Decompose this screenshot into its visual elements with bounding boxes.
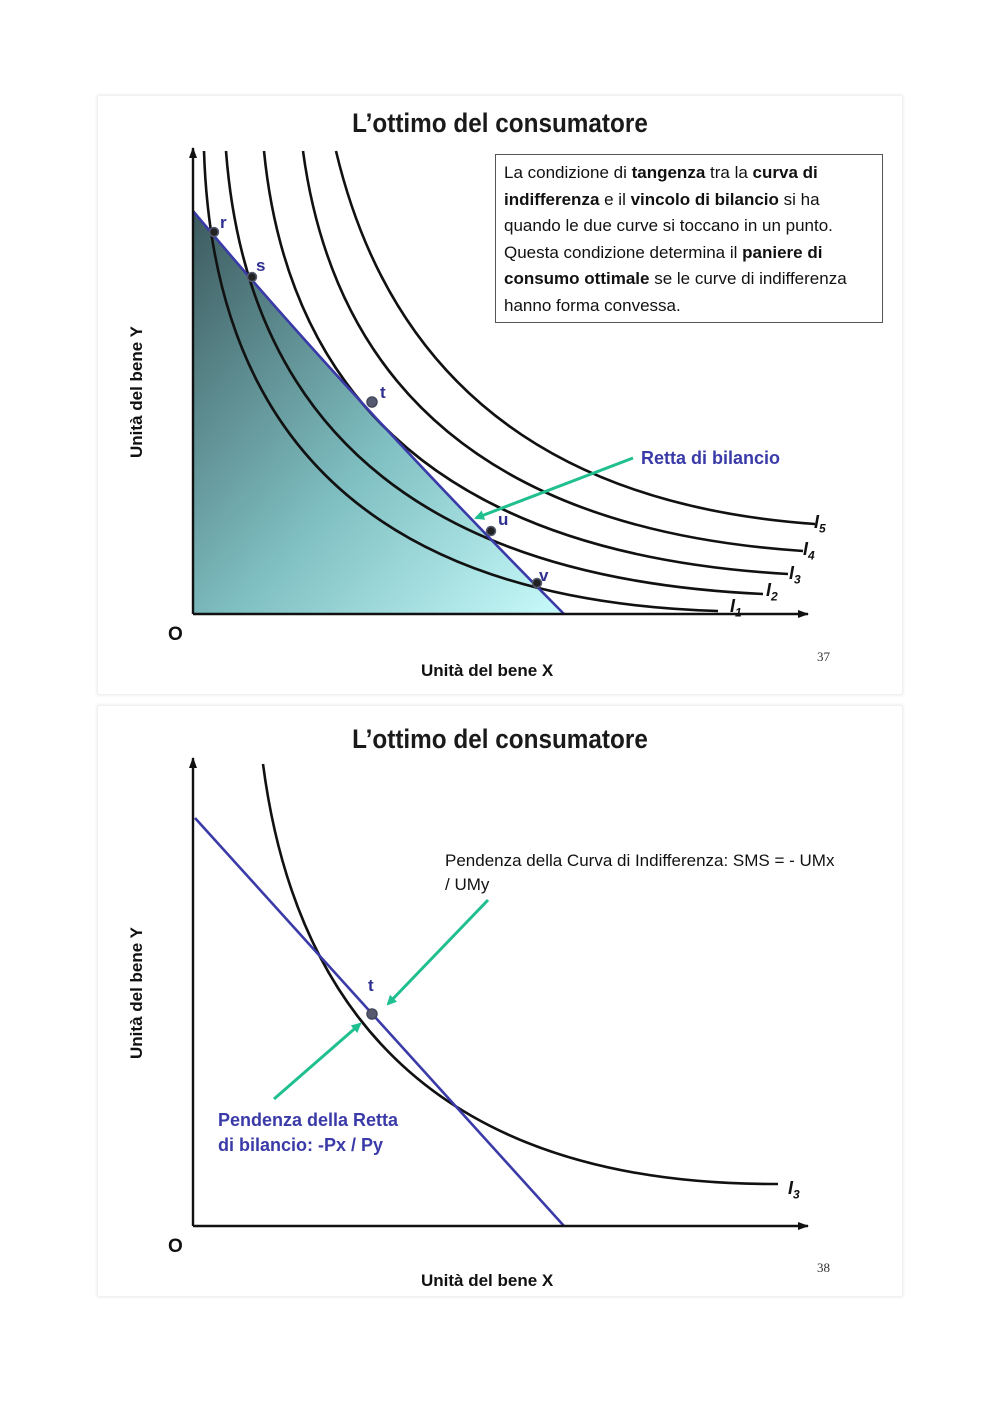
x-axis-label: Unità del bene X <box>421 1271 554 1290</box>
note-part: se le curve di indifferenza hanno forma convessa. <box>504 269 847 315</box>
point-u-label: u <box>498 510 509 529</box>
note-part: paniere di consumo ottimale <box>504 242 823 288</box>
note-part: vincolo di bilancio <box>630 189 779 209</box>
budget-line-label: Retta di bilancio <box>641 448 781 468</box>
curve-label-i3: $I_3$ <box>789 563 801 587</box>
note-part: si ha quando le due curve si toccano in un punto. Questa condizione determina il <box>504 189 833 262</box>
point-t <box>367 1009 377 1019</box>
tangency-note <box>495 154 883 323</box>
note-part: La condizione di <box>504 163 632 182</box>
curve-label-i3: $I_3$ <box>788 1178 800 1202</box>
curve-label-i1: $I_1$ <box>730 596 742 620</box>
x-axis-label: Unità del bene X <box>421 661 554 680</box>
origin-label: O <box>168 1236 183 1257</box>
indiff-slope-annotation: Pendenza della Curva di Indifferenza: SMS = - UMx / UMy <box>445 851 835 894</box>
point-v-label: v <box>539 566 549 585</box>
slide-title: L’ottimo del consumatore <box>352 724 648 754</box>
y-axis-label: Unità del bene Y <box>126 927 146 1059</box>
slide-title: L’ottimo del consumatore <box>352 108 648 138</box>
point-r-label: r <box>220 213 227 232</box>
page-number: 38 <box>817 1260 830 1275</box>
point-r <box>210 228 219 237</box>
curve-label-i4: $I_4$ <box>803 539 815 563</box>
note-part: tra la <box>705 163 753 182</box>
point-s-label: s <box>256 256 266 275</box>
budget-slope-line1: Pendenza della Retta <box>218 1110 399 1130</box>
slide-37 <box>98 96 902 694</box>
note-part: curva di indifferenza <box>504 163 818 209</box>
curve-label-i5: $I_5$ <box>814 512 826 536</box>
point-t-label: t <box>380 383 386 402</box>
slide-38 <box>98 706 902 1296</box>
curve-label-i2: $I_2$ <box>766 580 778 604</box>
origin-label: O <box>168 624 183 645</box>
page-number: 37 <box>817 649 830 664</box>
chart-canvas <box>98 706 902 1296</box>
note-part: tangenza <box>631 163 706 182</box>
budget-slope-line2: di bilancio: -Px / Py <box>218 1135 384 1155</box>
y-axis-label: Unità del bene Y <box>126 326 146 458</box>
point-t-label: t <box>368 976 374 995</box>
budget-slope-arrow <box>274 1024 360 1099</box>
indiff-slope-arrow <box>388 900 488 1004</box>
point-u <box>487 527 496 536</box>
point-t <box>367 397 377 407</box>
note-part: e il <box>599 189 631 209</box>
